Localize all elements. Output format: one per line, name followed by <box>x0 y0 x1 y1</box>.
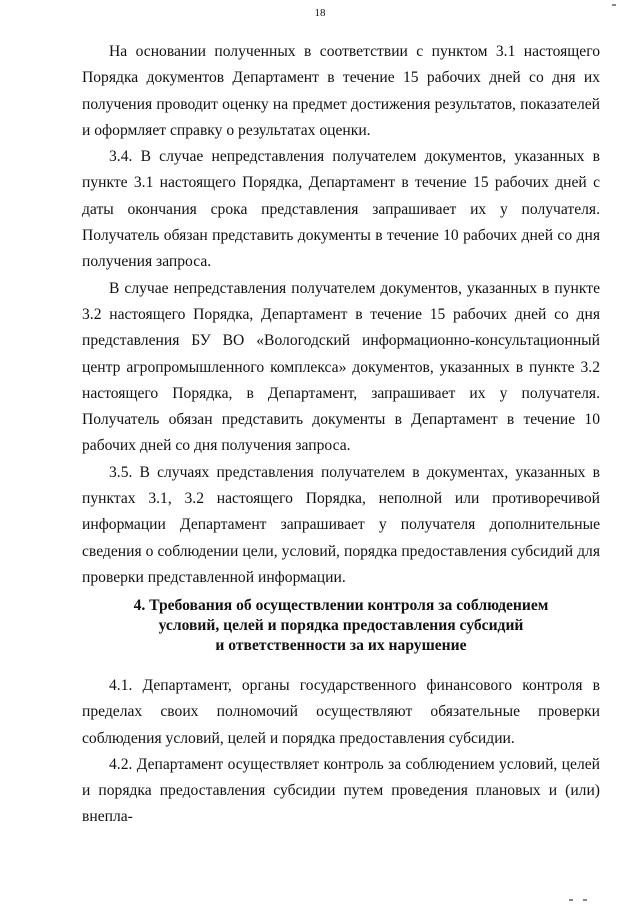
paragraph-3-4: 3.4. В случае непредставления получателем документов, указанных в пункте 3.1 настоящего Порядка, Департамент в течение 15 рабочих дней с даты окончания срока представления запрашивает их у получателя. Получатель обязан представить документы в течение 10 рабочих дней со дня получения запроса. <box>82 148 600 271</box>
section-4-heading <box>82 596 600 656</box>
heading-line: и ответственности за их нарушение <box>215 637 467 654</box>
page-number: 18 <box>314 7 326 19</box>
scan-artifact-bottom-right <box>583 899 587 901</box>
text-block-section-4 <box>82 673 600 831</box>
heading-line: 4. Требования об осуществлении контроля за соблюдением <box>133 597 549 614</box>
heading-line: условий, целей и порядка предоставления субсидий <box>158 617 524 634</box>
paragraph-3-5: 3.5. В случаях представления получателем в документах, указанных в пунктах 3.1, 3.2 настоящего Порядка, неполной или противоречивой информации Департамент запрашивает у получателя дополнительные сведения о соблюдении цели, условий, порядка предоставления субсидий для проверки представленной информации. <box>82 463 600 586</box>
scan-artifact-bottom-left <box>569 899 573 901</box>
paragraph-3-4-continued: В случае непредставления получателем документов, указанных в пункте 3.2 настоящего Порядка, Департамент в течение 15 рабочих дней со дня представления БУ ВО «Вологодский информационно-консультационный центр агропромышленного комплекса» документов, указанных в пункте 3.2 настоящего Порядка, в Департамент, запрашивает их у получателя. Получатель обязан представить документы в Департамент в течение 10 рабочих дней со дня получения запроса. <box>82 279 600 455</box>
text-block-section-3 <box>82 39 600 591</box>
paragraph-4-1: 4.1. Департамент, органы государственного финансового контроля в пределах своих полномочий осуществляют обязательные проверки соблюдения условий, целей и порядка предоставления субсидии. <box>82 677 600 747</box>
scan-artifact-top-right <box>612 4 616 6</box>
paragraph-4-2: 4.2. Департамент осуществляет контроль за соблюдением условий, целей и порядка предоставления субсидии путем проведения плановых и (или) внепла- <box>82 755 600 826</box>
paragraph-assessment: На основании полученных в соответствии с пунктом 3.1 настоящего Порядка документов Департамент в течение 15 рабочих дней со дня их получения проводит оценку на предмет достижения результатов, показателей и оформляет справку о результатах оценки. <box>82 43 600 139</box>
